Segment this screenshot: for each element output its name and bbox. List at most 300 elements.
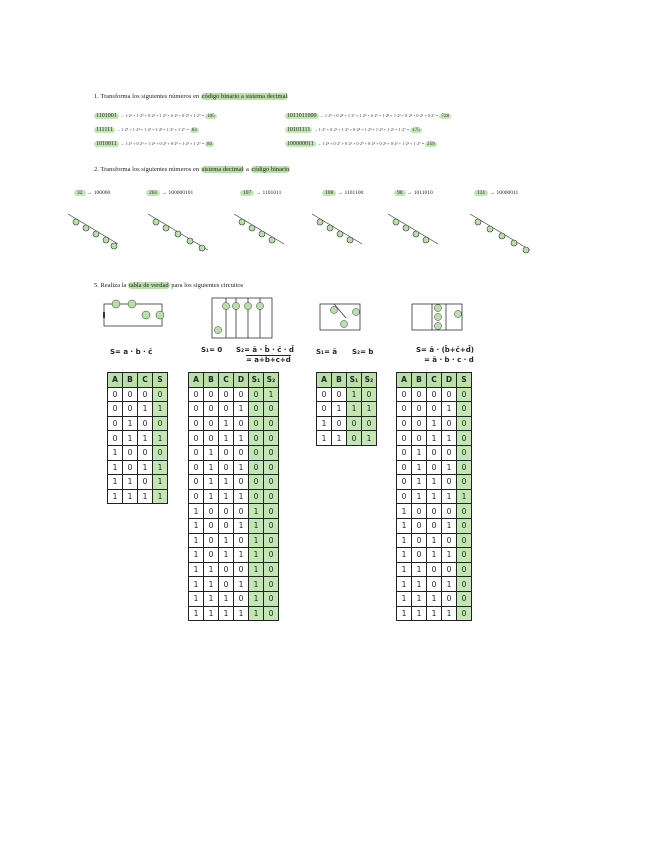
table-cell: 0: [457, 518, 472, 533]
table-cell: 0: [362, 416, 377, 431]
decimal-conversion: [394, 190, 433, 196]
table-cell: 0: [204, 387, 219, 402]
table-cell: 1: [123, 431, 138, 446]
table-cell: 0: [219, 577, 234, 592]
table-cell: 0: [412, 518, 427, 533]
table-cell: 1: [249, 606, 264, 621]
table-cell: 1: [332, 402, 347, 417]
table-cell: 1: [219, 475, 234, 490]
binary-result: 1101100: [344, 190, 364, 196]
table-row: [189, 548, 279, 563]
table-cell: 0: [412, 548, 427, 563]
table-row: [189, 475, 279, 490]
table-cell: 0: [204, 548, 219, 563]
header-cell: S₂: [264, 373, 279, 388]
table-cell: 0: [442, 591, 457, 606]
table-cell: 0: [249, 445, 264, 460]
table-cell: 0: [219, 504, 234, 519]
table-cell: 0: [397, 387, 412, 402]
table-cell: 0: [204, 416, 219, 431]
table-cell: 0: [264, 533, 279, 548]
decimal-result: 259: [427, 142, 435, 147]
table-row: [189, 402, 279, 417]
table-cell: 1: [427, 489, 442, 504]
table-cell: 1: [189, 606, 204, 621]
decimal-result: 63: [191, 128, 197, 133]
table-cell: 0: [317, 387, 332, 402]
table-cell: 0: [249, 402, 264, 417]
table-cell: 0: [412, 504, 427, 519]
table-cell: 0: [442, 416, 457, 431]
arrow: →: [488, 190, 497, 196]
table-cell: 0: [219, 460, 234, 475]
decimal-result: 105: [207, 114, 215, 119]
table-cell: 0: [234, 416, 249, 431]
table-cell: 1: [138, 489, 153, 504]
formula-circuit-4: S= ā · (b̄+c̄+d̄): [416, 346, 474, 354]
table-row: [189, 606, 279, 621]
table-cell: 1: [317, 431, 332, 446]
table-cell: 0: [264, 416, 279, 431]
table-cell: 0: [457, 445, 472, 460]
table-row: [189, 431, 279, 446]
table-cell: 0: [412, 416, 427, 431]
expansion: 1·2⁹ + 0·2⁸ + 1·2⁷ + 1·2⁶ + 0·2⁵ + 1·2⁴ + 1·2³ + 0·2² + 0·2¹ + 0·2⁰: [324, 113, 435, 118]
table-cell: 0: [108, 387, 123, 402]
table-cell: 0: [332, 416, 347, 431]
table-cell: 0: [427, 518, 442, 533]
table-cell: 1: [442, 489, 457, 504]
table-cell: 1: [442, 577, 457, 592]
table-cell: 1: [412, 577, 427, 592]
table-row: [108, 489, 168, 504]
table-cell: 0: [442, 562, 457, 577]
table-cell: 1: [249, 562, 264, 577]
decimal-conversion: [240, 190, 281, 196]
table-cell: 0: [204, 431, 219, 446]
table-cell: 1: [204, 445, 219, 460]
table-cell: 0: [427, 445, 442, 460]
header-cell: B: [412, 373, 427, 388]
circuit-4: [404, 298, 468, 336]
decimal-number: 90: [394, 190, 406, 196]
table-cell: 0: [123, 402, 138, 417]
decimal-number: 261: [146, 190, 160, 196]
arrow: →: [114, 127, 122, 132]
table-header-row: [108, 373, 168, 388]
division-sketch-32: [68, 214, 118, 249]
equals: =: [200, 113, 206, 118]
table-row: [397, 445, 472, 460]
table-cell: 1: [219, 416, 234, 431]
table-cell: 0: [153, 445, 168, 460]
table-cell: 1: [123, 475, 138, 490]
table-cell: 1: [234, 402, 249, 417]
arrow: →: [160, 190, 169, 196]
table-row: [189, 387, 279, 402]
table-cell: 0: [397, 431, 412, 446]
table-cell: 0: [249, 489, 264, 504]
table-cell: 0: [189, 416, 204, 431]
formula-circuit-2-s1: S₁= 0: [201, 346, 223, 354]
table-cell: 1: [234, 606, 249, 621]
table-cell: 0: [457, 387, 472, 402]
table-cell: 1: [427, 591, 442, 606]
arrow: →: [85, 190, 94, 196]
table-row: [397, 533, 472, 548]
formula-circuit-1: S= a · b · c̄: [110, 348, 153, 356]
table-cell: 1: [249, 577, 264, 592]
binary-number: 1011011000: [287, 113, 317, 119]
table-cell: 1: [204, 475, 219, 490]
binary-result: 100000101: [168, 190, 194, 196]
binary-number: 111111: [96, 127, 113, 133]
table-row: [397, 460, 472, 475]
division-sketch-90: [388, 214, 438, 244]
table-cell: 1: [138, 402, 153, 417]
table-cell: 1: [189, 577, 204, 592]
formula-circuit-2-s2: S₂= ā · b̄ · c̄ · d̄: [236, 346, 294, 354]
table-cell: 0: [108, 431, 123, 446]
expansion: 1·2⁸ + 0·2⁷ + 0·2⁶ + 0·2⁵ + 0·2⁴ + 0·2³ + 0·2² + 1·2¹ + 1·2⁰: [322, 141, 421, 146]
table-cell: 0: [264, 460, 279, 475]
binary-result: 1011010: [413, 190, 433, 196]
binary-result: 1101011: [262, 190, 282, 196]
table-cell: 0: [332, 387, 347, 402]
table-cell: 1: [234, 460, 249, 475]
binary-number: 1010011: [96, 141, 117, 147]
table-cell: 0: [138, 475, 153, 490]
header-cell: S₂: [362, 373, 377, 388]
table-cell: 1: [362, 402, 377, 417]
table-cell: 0: [219, 402, 234, 417]
table-cell: 0: [189, 489, 204, 504]
table-cell: 1: [347, 387, 362, 402]
table-header-row: [317, 373, 377, 388]
truth-table-2: [188, 372, 279, 621]
table-cell: 0: [397, 445, 412, 460]
division-sketch-261: [148, 214, 208, 251]
table-row: [317, 416, 377, 431]
table-cell: 0: [264, 489, 279, 504]
table-cell: 0: [234, 533, 249, 548]
table-cell: 1: [189, 504, 204, 519]
table-row: [397, 591, 472, 606]
table-cell: 0: [234, 387, 249, 402]
equals: =: [185, 127, 190, 132]
table-cell: 0: [397, 489, 412, 504]
table-cell: 0: [264, 577, 279, 592]
division-sketches: [66, 206, 566, 260]
header-cell: B: [204, 373, 219, 388]
table-cell: 1: [219, 431, 234, 446]
table-cell: 1: [123, 489, 138, 504]
table-cell: 0: [219, 518, 234, 533]
table-cell: 0: [412, 387, 427, 402]
equals: =: [405, 127, 411, 132]
circuit-2: [200, 296, 276, 340]
table-cell: 0: [457, 402, 472, 417]
table-cell: 0: [234, 475, 249, 490]
table-cell: 1: [427, 548, 442, 563]
table-row: [189, 533, 279, 548]
table-cell: 0: [264, 548, 279, 563]
table-cell: 1: [427, 416, 442, 431]
header-cell: A: [397, 373, 412, 388]
expansion: 1·2⁷ + 0·2⁶ + 1·2⁵ + 0·2⁴ + 1·2³ + 1·2² + 1·2¹ + 1·2⁰: [318, 127, 406, 132]
table-row: [108, 431, 168, 446]
table-cell: 1: [249, 591, 264, 606]
decimal-conversion: [146, 190, 193, 196]
table-cell: 1: [204, 577, 219, 592]
table-cell: 0: [457, 460, 472, 475]
table-cell: 1: [332, 431, 347, 446]
table-cell: 1: [442, 548, 457, 563]
header-cell: S: [457, 373, 472, 388]
table-cell: 1: [397, 606, 412, 621]
table-cell: 1: [153, 402, 168, 417]
decimal-number: 108: [322, 190, 336, 196]
table-header-row: [189, 373, 279, 388]
header-cell: B: [332, 373, 347, 388]
formula-circuit-3-s1: S₁= ā: [316, 348, 338, 356]
table-cell: 1: [219, 591, 234, 606]
table-cell: 1: [317, 416, 332, 431]
table-cell: 0: [189, 460, 204, 475]
table-cell: 0: [442, 445, 457, 460]
table-cell: 0: [264, 445, 279, 460]
table-cell: 0: [397, 475, 412, 490]
table-row: [189, 562, 279, 577]
truth-table-3: [316, 372, 377, 446]
table-cell: 1: [153, 460, 168, 475]
table-cell: 0: [397, 402, 412, 417]
table-cell: 0: [123, 445, 138, 460]
table-cell: 0: [138, 416, 153, 431]
conversion-row: [285, 132, 437, 150]
header-cell: A: [317, 373, 332, 388]
equals: =: [434, 113, 440, 118]
table-row: [397, 489, 472, 504]
table-cell: 0: [457, 504, 472, 519]
division-sketch-107: [234, 214, 284, 244]
table-cell: 0: [347, 416, 362, 431]
arrow: →: [312, 127, 319, 132]
table-cell: 1: [138, 431, 153, 446]
table-cell: 0: [264, 606, 279, 621]
table-cell: 0: [249, 431, 264, 446]
table-cell: 0: [249, 416, 264, 431]
table-cell: 0: [108, 416, 123, 431]
table-cell: 0: [457, 606, 472, 621]
table-cell: 1: [397, 591, 412, 606]
header-cell: S: [153, 373, 168, 388]
table-cell: 0: [234, 562, 249, 577]
table-cell: 0: [189, 475, 204, 490]
decimal-number: 107: [240, 190, 254, 196]
division-sketch-131: [470, 214, 530, 253]
table-cell: 0: [264, 475, 279, 490]
decimal-conversion: [74, 190, 110, 196]
table-row: [397, 562, 472, 577]
table-cell: 0: [442, 533, 457, 548]
table-cell: 1: [189, 548, 204, 563]
table-cell: 0: [234, 445, 249, 460]
binary-number: 1101001: [96, 113, 117, 119]
conversion-row: [94, 132, 214, 150]
table-cell: 0: [249, 460, 264, 475]
table-row: [397, 577, 472, 592]
table-row: [108, 460, 168, 475]
table-cell: 0: [442, 504, 457, 519]
table-cell: 0: [264, 518, 279, 533]
table-cell: 1: [204, 460, 219, 475]
arrow: →: [336, 190, 345, 196]
table-row: [397, 431, 472, 446]
table-cell: 1: [189, 591, 204, 606]
table-cell: 1: [189, 533, 204, 548]
table-cell: 0: [138, 387, 153, 402]
table-cell: 0: [123, 387, 138, 402]
table-cell: 1: [153, 431, 168, 446]
table-cell: 1: [234, 548, 249, 563]
table-row: [108, 402, 168, 417]
decimal-conversion: [474, 190, 518, 196]
table-cell: 1: [219, 606, 234, 621]
table-cell: 0: [427, 504, 442, 519]
table-cell: 0: [457, 548, 472, 563]
table-row: [397, 548, 472, 563]
table-row: [189, 416, 279, 431]
table-cell: 1: [412, 445, 427, 460]
table-row: [397, 475, 472, 490]
formula-circuit-4-simplified: = ā · b · c · d: [424, 356, 474, 364]
binary-number: 100000011: [287, 141, 314, 147]
table-cell: 1: [412, 591, 427, 606]
header-cell: C: [219, 373, 234, 388]
table-cell: 1: [442, 606, 457, 621]
table-cell: 1: [219, 489, 234, 504]
table-cell: 0: [189, 402, 204, 417]
table-cell: 0: [362, 387, 377, 402]
table-cell: 1: [108, 460, 123, 475]
section5-heading: 5. Realiza la tabla de verdad para los siguientes circuitos: [94, 282, 244, 289]
expansion: 1·2⁶ + 1·2⁵ + 0·2⁴ + 1·2³ + 0·2² + 0·2¹ + 1·2⁰: [125, 113, 201, 118]
decimal-number: 131: [474, 190, 488, 196]
table-cell: 0: [219, 562, 234, 577]
table-cell: 0: [412, 533, 427, 548]
table-cell: 1: [234, 518, 249, 533]
circuit-3: [312, 300, 364, 334]
header-cell: S₁: [249, 373, 264, 388]
table-row: [397, 402, 472, 417]
table-cell: 0: [317, 402, 332, 417]
binary-result: 10000011: [496, 190, 519, 196]
table-cell: 0: [457, 562, 472, 577]
table-row: [317, 402, 377, 417]
table-cell: 1: [189, 562, 204, 577]
table-cell: 1: [249, 504, 264, 519]
table-header-row: [397, 373, 472, 388]
table-row: [189, 577, 279, 592]
table-cell: 0: [457, 591, 472, 606]
arrow: →: [405, 190, 414, 196]
header-cell: S₁: [347, 373, 362, 388]
table-cell: 1: [204, 591, 219, 606]
table-cell: 0: [234, 504, 249, 519]
table-cell: 1: [219, 548, 234, 563]
table-cell: 0: [427, 402, 442, 417]
header-cell: A: [189, 373, 204, 388]
arrow: →: [315, 141, 323, 146]
header-cell: D: [442, 373, 457, 388]
table-cell: 1: [397, 548, 412, 563]
table-cell: 0: [189, 445, 204, 460]
table-cell: 0: [204, 533, 219, 548]
division-sketch-108: [312, 214, 362, 244]
table-cell: 1: [204, 562, 219, 577]
table-cell: 0: [457, 416, 472, 431]
formula-circuit-3-s2: S₂= b: [352, 348, 374, 356]
header-cell: B: [123, 373, 138, 388]
table-cell: 0: [442, 475, 457, 490]
table-cell: 1: [219, 533, 234, 548]
table-cell: 0: [264, 591, 279, 606]
expansion: 1·2⁵ + 1·2⁴ + 1·2³ + 1·2² + 1·2¹ + 1·2⁰: [121, 127, 186, 132]
table-cell: 0: [397, 416, 412, 431]
table-cell: 1: [397, 562, 412, 577]
table-row: [189, 460, 279, 475]
table-cell: 0: [397, 460, 412, 475]
table-cell: 1: [249, 518, 264, 533]
table-cell: 0: [204, 518, 219, 533]
table-row: [397, 387, 472, 402]
table-cell: 1: [123, 416, 138, 431]
arrow: →: [318, 113, 325, 118]
table-cell: 1: [138, 460, 153, 475]
table-cell: 0: [204, 504, 219, 519]
table-cell: 1: [412, 562, 427, 577]
table-cell: 1: [234, 577, 249, 592]
table-cell: 1: [412, 460, 427, 475]
table-cell: 1: [108, 445, 123, 460]
header-cell: C: [427, 373, 442, 388]
table-cell: 0: [427, 387, 442, 402]
table-cell: 0: [153, 387, 168, 402]
table-cell: 1: [427, 475, 442, 490]
header-cell: D: [234, 373, 249, 388]
decimal-number: 32: [74, 190, 86, 196]
table-cell: 0: [153, 416, 168, 431]
table-cell: 1: [427, 533, 442, 548]
table-cell: 1: [397, 518, 412, 533]
table-cell: 1: [204, 489, 219, 504]
arrow: →: [118, 141, 126, 146]
table-row: [189, 445, 279, 460]
table-row: [108, 416, 168, 431]
table-row: [189, 504, 279, 519]
table-row: [108, 475, 168, 490]
table-cell: 0: [412, 431, 427, 446]
table-row: [317, 431, 377, 446]
table-cell: 1: [427, 431, 442, 446]
table-cell: 1: [153, 489, 168, 504]
table-row: [189, 518, 279, 533]
table-cell: 1: [412, 489, 427, 504]
table-cell: 0: [264, 402, 279, 417]
circuit-1: [96, 298, 168, 332]
section2-heading: 2. Transforma los siguientes números en sistema decimal a código binario: [94, 166, 290, 173]
